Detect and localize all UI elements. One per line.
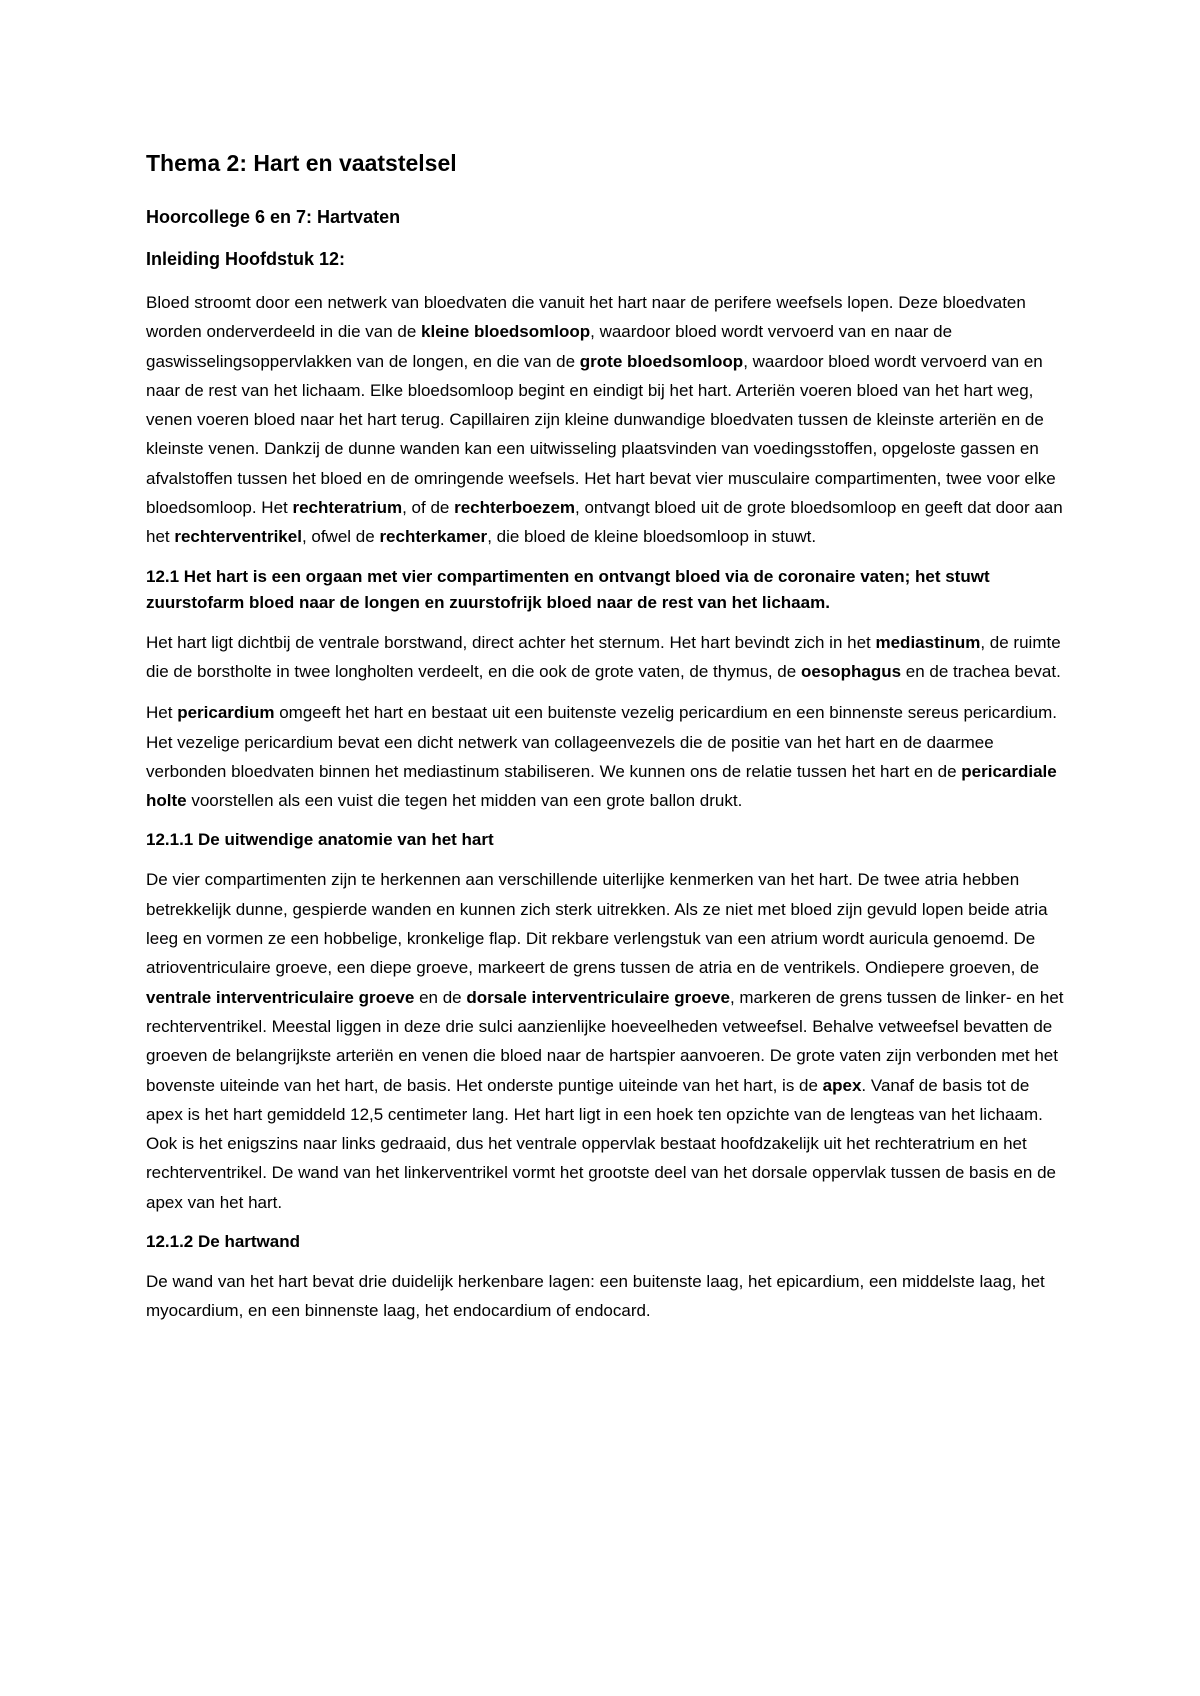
text-run: Het hart ligt dichtbij de ventrale borstwand, direct achter het sternum. Het hart bevindt zich in het — [146, 632, 876, 652]
text-run: , markeren de grens tussen de linker- en het rechterventrikel. Meestal liggen in deze drie sulci aanzienlijke hoeveelheden vetweefsel. Behalve vetweefsel bevatten de groeven de belangrijkste arteriën en venen die bloed naar de hartspier aanvoeren. De grote vaten zijn verbonden met het bovenste uiteinde van het hart, de basis. Het onderste puntige uiteinde van het hart, is de — [146, 987, 1064, 1095]
term-oesophagus: oesophagus — [800, 661, 902, 681]
lecture-subtitle: Hoorcollege 6 en 7: Hartvaten — [146, 207, 401, 227]
text-run: en de trachea bevat. — [901, 661, 1061, 681]
text-run: omgeeft het hart en bestaat uit een buitenste vezelig pericardium en een binnenste sereus pericardium. Het vezelige pericardium bevat een dicht netwerk van collageenvezels die de positie van het hart en de daarmee verbonden bloedvaten binnen het mediastinum stabiliseren. We kunnen ons de relatie tussen het hart en de — [146, 703, 1057, 781]
section-heading-12-1: 12.1 Het hart is een orgaan met vier compartimenten en ontvangt bloed via de coronaire vaten; het stuwt zuurstofarm bloed naar de longen en zuurstofrijk bloed naar de rest van het lichaam. — [146, 566, 990, 612]
term-apex: apex — [822, 1075, 862, 1095]
page-title: Thema 2: Hart en vaatstelsel — [146, 150, 457, 176]
term-kleine-bloedsomloop: kleine bloedsomloop — [421, 322, 591, 342]
text-run: , waardoor bloed wordt vervoerd van en naar de gaswisselingsoppervlakken van de longen, en die van de — [146, 322, 953, 371]
term-rechteratrium: rechteratrium — [292, 498, 403, 518]
term-pericardiale-holte: pericardiale holte — [146, 761, 1057, 811]
text-run: Het — [146, 703, 178, 723]
term-rechterventrikel: rechterventrikel — [174, 527, 302, 547]
term-grote-bloedsomloop: grote bloedsomloop — [579, 351, 744, 371]
text-run: , of de — [402, 498, 455, 518]
paragraph-mediastinum — [146, 628, 1065, 687]
paragraph-hartwand: De wand van het hart bevat drie duidelijk herkenbare lagen: een buitenste laag, het epicardium, een middelste laag, het myocardium, en een binnenste laag, het endocardium of endocard. — [146, 1272, 1045, 1321]
text-run: . Vanaf de basis tot de apex is het hart gemiddeld 12,5 centimeter lang. Het hart ligt in een hoek ten opzichte van de lengteas van het lichaam. Ook is het enigszins naar links gedraaid, dus het ventrale oppervlak bestaat hoofdzakelijk uit het rechteratrium en het rechterventrikel. De wand van het linkerventrikel vormt het grootste deel van het dorsale oppervlak tussen de basis en de apex van het hart. — [146, 1075, 1056, 1212]
term-mediastinum: mediastinum — [875, 632, 981, 652]
intro-paragraph — [146, 288, 1065, 552]
text-run: , die bloed de kleine bloedsomloop in stuwt. — [487, 527, 817, 547]
paragraph-uitwendige-anatomie — [146, 865, 1065, 1217]
text-run: Bloed stroomt door een netwerk van bloedvaten die vanuit het hart naar de perifere weefsels lopen. Deze bloedvaten worden onderverdeeld in die van de — [146, 293, 1026, 342]
term-rechterboezem: rechterboezem — [454, 498, 576, 518]
text-run: voorstellen als een vuist die tegen het midden van een grote ballon drukt. — [186, 791, 743, 811]
text-run: De vier compartimenten zijn te herkennen aan verschillende uiterlijke kenmerken van het hart. De twee atria hebben betrekkelijk dunne, gespierde wanden en kunnen zich sterk uitrekken. Als ze niet met bloed zijn gevuld lopen beide atria leeg en vormen ze een hobbelige, kronkelige flap. Dit rekbare verlengstuk van een atrium wordt auricula genoemd. De atrioventriculaire groeve, een diepe groeve, markeert de grens tussen de atria en de ventrikels. Ondiepere groeven, de — [146, 870, 1048, 978]
text-run: , ontvangt bloed uit de grote bloedsomloop en geeft dat door aan het — [146, 498, 1063, 547]
section-heading-12-1-1: 12.1.1 De uitwendige anatomie van het hart — [146, 830, 494, 850]
text-run: , waardoor bloed wordt vervoerd van en naar de rest van het lichaam. Elke bloedsomloop begint en eindigt bij het hart. Arteriën voeren bloed van het hart weg, venen voeren bloed naar het hart terug. Capillairen zijn kleine dunwandige bloedvaten tussen de kleinste arteriën en de kleinste venen. Dankzij de dunne wanden kan een uitwisseling plaatsvinden van voedingsstoffen, opgeloste gassen en afvalstoffen tussen het bloed en de omringende weefsels. Het hart bevat vier musculaire compartimenten, twee voor elke bloedsomloop. Het — [146, 351, 1056, 518]
text-run: , ofwel de — [301, 527, 380, 547]
text-run: en de — [414, 987, 467, 1007]
term-ventrale-interventriculaire-groeve: ventrale interventriculaire groeve — [146, 987, 415, 1007]
term-pericardium: pericardium — [177, 703, 275, 723]
term-dorsale-interventriculaire-groeve: dorsale interventriculaire groeve — [466, 987, 730, 1007]
text-run: , de ruimte die de borstholte in twee longholten verdeelt, en die ook de grote vaten, de thymus, de — [146, 632, 1061, 681]
intro-heading: Inleiding Hoofdstuk 12: — [146, 249, 346, 269]
paragraph-pericardium — [146, 698, 1065, 815]
section-heading-12-1-2: 12.1.2 De hartwand — [146, 1232, 301, 1252]
term-rechterkamer: rechterkamer — [379, 527, 488, 547]
